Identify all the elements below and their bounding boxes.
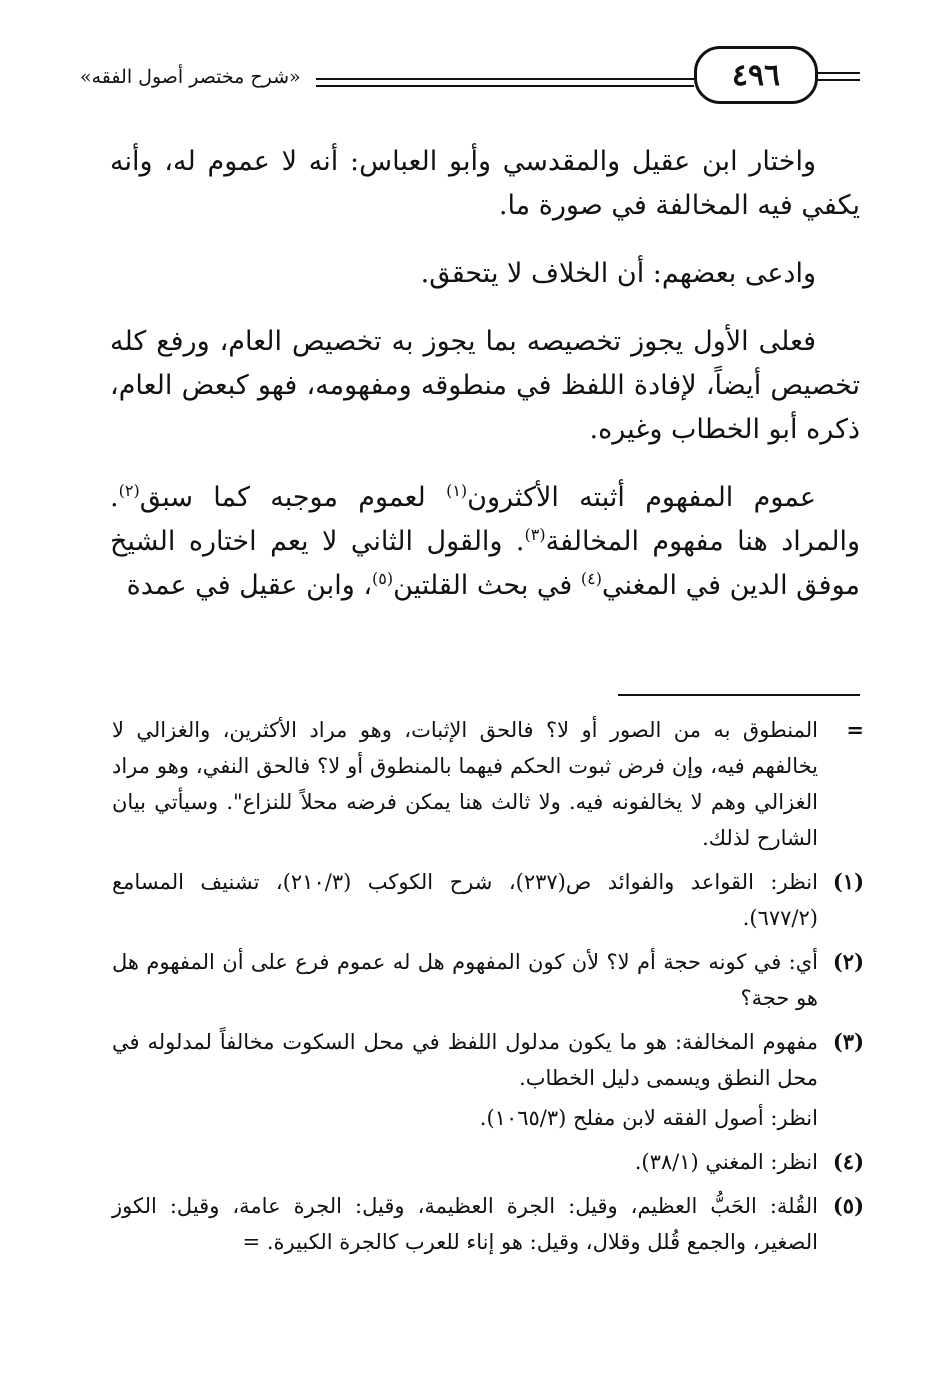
footnote-reference: انظر: أصول الفقه لابن مفلح (١٠٦٥/٣). xyxy=(479,1106,818,1130)
footnote-continuation xyxy=(112,712,864,856)
footnote-text: مفهوم المخالفة: هو ما يكون مدلول اللفظ في محل السكوت مخالفاً لمدلوله في محل النطق ويسمى دليل الخطاب. xyxy=(112,1030,818,1090)
paragraph-4-part-e: في بحث القلتين xyxy=(393,570,581,601)
footnote-mark: (٤) xyxy=(832,1149,864,1174)
footnote-mark: (٣) xyxy=(832,1029,864,1054)
footnote-5 xyxy=(112,1188,864,1260)
paragraph-4 xyxy=(110,476,860,608)
footnotes xyxy=(112,712,864,1268)
page-header xyxy=(80,44,860,104)
main-text xyxy=(110,140,860,632)
page-number-text: ٤٩٦ xyxy=(731,57,781,93)
footnote-1 xyxy=(112,864,864,936)
footnote-text: انظر: القواعد والفوائد ص(٢٣٧)، شرح الكوكب (٢١٠/٣)، تشنيف المسامع (٦٧٧/٢). xyxy=(112,870,818,930)
paragraph-4-part-a: عموم المفهوم أثبته الأكثرون xyxy=(467,482,816,513)
paragraph-4-part-c: . والمراد هنا مفهوم المخالفة xyxy=(110,482,860,557)
continuation-text: المنطوق به من الصور أو لا؟ فالحق الإثبات، وهو مراد الأكثرين، والغزالي لا يخالفهم فيه، وإن فرض ثبوت الحكم فيهما بالمنطوق أو لا؟ فالحق النفي، وهو مراد الغزالي وهم لا يخالفونه فيه. ولا ثالث هنا يمكن فرضه محلاً للنزاع". وسيأتي بيان الشارح لذلك. xyxy=(112,718,818,850)
paragraph-4-part-f: ، وابن عقيل في عمدة xyxy=(126,570,373,601)
footnote-ref-5: (٥) xyxy=(372,569,394,588)
paragraph-3: فعلى الأول يجوز تخصيصه بما يجوز به تخصيص العام، ورفع كله تخصيص أيضاً، لإفادة اللفظ في منطوقه ومفهومه، فهو كبعض العام، ذكره أبو الخطاب وغيره. xyxy=(110,326,860,445)
header-rule-left xyxy=(316,78,694,80)
continuation-mark: = xyxy=(846,717,864,742)
paragraph-1: واختار ابن عقيل والمقدسي وأبو العباس: أنه لا عموم له، وأنه يكفي فيه المخالفة في صورة ما. xyxy=(110,146,860,221)
footnote-mark: (٢) xyxy=(832,949,864,974)
header-rule-right xyxy=(812,72,860,74)
footnote-text: أي: في كونه حجة أم لا؟ لأن كون المفهوم هل له عموم فرع على أن المفهوم هل هو حجة؟ xyxy=(112,950,818,1010)
footnote-separator xyxy=(618,694,860,696)
page-number xyxy=(694,46,818,104)
footnote-4 xyxy=(112,1144,864,1180)
paragraph-4-part-d: . والقول الثاني لا يعم اختاره الشيخ موفق الدين في المغني xyxy=(110,526,860,601)
footnote-ref-3: (٣) xyxy=(524,525,546,544)
header-rule-right-lower xyxy=(812,79,860,81)
header-rule-left-lower xyxy=(316,85,694,87)
footnote-2 xyxy=(112,944,864,1016)
footnote-ref-2: (٢) xyxy=(118,481,140,500)
footnote-text: انظر: المغني (٣٨/١). xyxy=(634,1150,818,1174)
continuation-mark-end: = xyxy=(242,1230,261,1254)
footnote-mark: (٥) xyxy=(832,1193,864,1218)
paragraph-2: وادعى بعضهم: أن الخلاف لا يتحقق. xyxy=(420,258,816,289)
running-title: «شرح مختصر أصول الفقه» xyxy=(80,66,301,88)
footnote-3 xyxy=(112,1024,864,1136)
footnote-text: القُلة: الحَبُّ العظيم، وقيل: الجرة العظيمة، وقيل: الجرة عامة، وقيل: الكوز الصغير، والجمع قُلل وقلال، وقيل: هو إناء للعرب كالجرة الكبيرة. xyxy=(112,1194,818,1254)
paragraph-4-part-b: لعموم موجبه كما سبق xyxy=(139,482,447,513)
footnote-ref-4: (٤) xyxy=(580,569,603,588)
footnote-content xyxy=(112,1188,818,1260)
footnote-ref-1: (١) xyxy=(446,481,468,500)
footnote-mark: (١) xyxy=(832,869,864,894)
footnote-content xyxy=(112,1024,818,1136)
